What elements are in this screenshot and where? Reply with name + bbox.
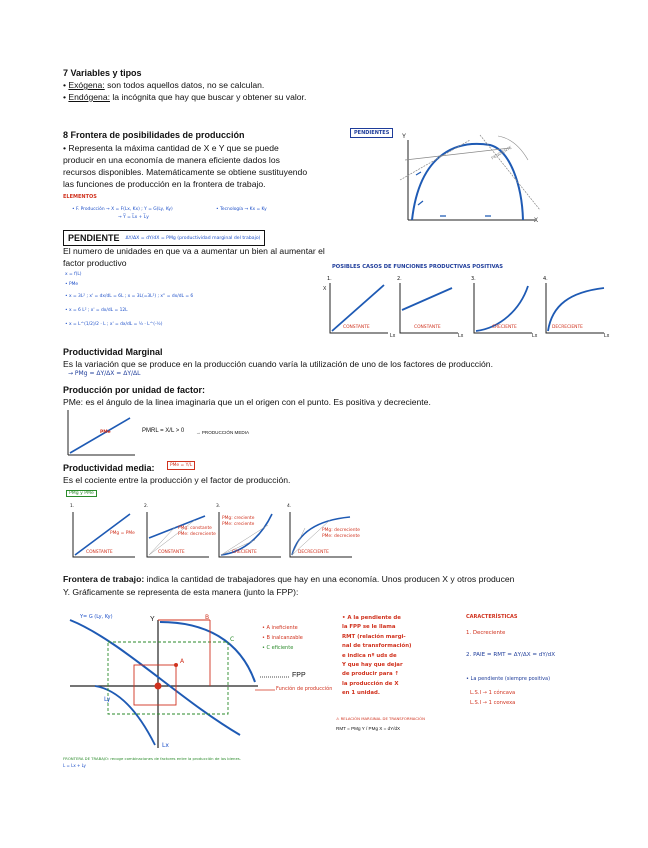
ft-point-b: B [205, 614, 210, 621]
ft-title: Frontera de trabajo: [63, 574, 145, 584]
pmedia-case-4-note-1: PMg: decreciente [322, 528, 360, 533]
car-5: L.S.I → 1 convexa [470, 700, 516, 706]
pmedia-case-4-num: 4. [287, 504, 292, 509]
pendiente-formula: ΔY/ΔX = dY/dX = PMg (productividad marginal del trabajo) [125, 235, 261, 241]
pmg-desc: Es la variación que se produce en la producción cuando varía la utilización de uno de los factores de producción. [63, 359, 493, 369]
pendiente-desc-2: factor productivo [63, 258, 127, 268]
pend-note-4: • x = L^(1/2)/2 · L ; x' = dx/dL = ½ · L^(-½) [65, 322, 163, 327]
ft-line-1: Frontera de trabajo: indica la cantidad de trabajadores que hay en una economía. Unos producen X y otros producen [63, 574, 515, 584]
pmedia-case-4-note-2: PMe: decreciente [322, 534, 360, 539]
pmedia-case-4-label: DECRECIENTE [298, 550, 329, 555]
ft-func-label: Y= G (Ly, Ky) [80, 614, 113, 620]
s8-line-3: recursos disponibles. Matemáticamente se obtiene sustituyendo [63, 167, 308, 177]
tech-note: • Tecnología → Kx = Ky [216, 207, 267, 212]
endogena-bullet: • Endógena: la incógnita que hay que buscar y obtener su valor. [63, 92, 307, 102]
pend-note-2: • x = 3L² ; x' = dx/dL = 6L ; x = 3L(=3L²) ; x'' = dx/dL = 6 [65, 294, 194, 299]
ft-ly-label: Ly [104, 696, 111, 703]
fpp-graph-note: PENDIENTE [490, 144, 513, 161]
pmedia-tag: PMe = Y/L [167, 461, 195, 470]
case-2-axis-x: Lx [458, 333, 464, 339]
pmedia-case-2-note-1: PMg: constante [178, 526, 212, 531]
fpp-x-axis: X [534, 218, 539, 224]
fp-note-2: → Y̅ = L̅x + L̅y [118, 215, 149, 220]
case-4-num: 4. [543, 276, 548, 282]
case-3-axis-x: Lx [532, 333, 538, 339]
rmt-formula: RMT = PMg Y / PMg X = dY/dX [336, 726, 401, 731]
pmg-pme-label: PMg y PMe [66, 490, 97, 497]
case-4-axis-x: Lx [604, 333, 610, 339]
case-3-num: 3. [471, 276, 476, 282]
pmedia-case-3-label: CRECIENTE [232, 550, 257, 555]
pme-title: Producción por unidad de factor: [63, 385, 206, 395]
ft-bottom-note-2: L = Lx + Ly [63, 763, 86, 768]
pend-note-0: x = f(L) [65, 272, 82, 277]
s8-line-4: las funciones de producción en la frontera de trabajo. [63, 179, 266, 189]
car-title: CARACTERÍSTICAS [466, 614, 518, 620]
ft-point-a: A [180, 658, 185, 665]
case-3-label: CRECIENTE [492, 325, 517, 330]
rmt-warning: ⚠ RELACIÓN MARGINAL DE TRANSFORMACIÓN [336, 716, 425, 721]
ft-bottom-note: FRONTERA DE TRABAJO: recoge combinaciones de factores entre la producción de los bienes. [63, 756, 241, 761]
ft-point-c: C [230, 636, 235, 643]
ft-fpp-label: FPP [292, 672, 306, 679]
s8-line-2: producir en una economía de manera eficiente dados los [63, 155, 280, 165]
pme-formula: PMRL = X/L > 0 [142, 428, 185, 434]
fp-note: • F. Producción → X = F(Lx, Kx) ; Y = G(Ly, Ky) [72, 207, 173, 212]
pend-note-1: • PMe [65, 282, 79, 287]
elementos-label: ELEMENTOS [63, 194, 97, 200]
ft-lx-label: Lx [162, 742, 169, 749]
pend-note-3: • x = 6 L² ; x' = dx/dL = 12L [65, 308, 128, 313]
section-7-title: 7 Variables y tipos [63, 68, 142, 78]
case-1-axis-y: X [323, 286, 327, 292]
pmedia-case-1-label: CONSTANTE [86, 550, 113, 555]
exogena-bullet: • Exógena: son todos aquellos datos, no se calculan. [63, 80, 265, 90]
car-2: 2. PAIE = RMT = ΔY/ΔX = dY/dX [466, 652, 556, 658]
case-1-label: CONSTANTE [343, 325, 370, 330]
pmg-title: Productividad Marginal [63, 347, 163, 357]
pendiente-desc-1: El numero de unidades en que va a aumentar un bien al aumentar el [63, 246, 325, 256]
pmedia-case-2-note-2: PMe: decreciente [178, 532, 216, 537]
case-1-num: 1. [327, 276, 332, 282]
car-1: 1. Decreciente [466, 630, 506, 636]
case-1-axis-x: Lx [390, 333, 396, 339]
car-4: L.S.I → 1 cóncava [470, 690, 516, 696]
case-4-label: DECRECIENTE [552, 325, 583, 330]
pmedia-case-3-note-1: PMg: creciente [222, 516, 255, 521]
case-2-num: 2. [397, 276, 402, 282]
car-3: • La pendiente (siempre positiva) [466, 676, 551, 682]
ft-frontier-label: Función de producción [276, 686, 333, 692]
ft-y-axis: Y [150, 616, 155, 623]
section-8-title: 8 Frontera de posibilidades de producción [63, 130, 245, 140]
pmedia-case-2-label: CONSTANTE [158, 550, 185, 555]
pme-tag: PMe [100, 430, 111, 435]
pmg-formula: → PMg = ΔY/ΔX = ΔY/ΔL [68, 370, 141, 377]
ft-line-2: Y. Gráficamente se representa de esta manera (junto la FPP): [63, 587, 299, 597]
ft-legend-b: • B inalcanzable [262, 635, 303, 641]
ft-mid-notes: • A la pendiente de la FPP se le llama RMT (relación margi- nal de transformación) e indica nº uds de Y que hay que dejar de producir para ↑ la producción de X en 1 unidad. [342, 615, 412, 697]
cases-title: POSIBLES CASOS DE FUNCIONES PRODUCTIVAS POSITIVAS [332, 264, 504, 270]
pendiente-label: PENDIENTE [68, 233, 120, 243]
fpp-y-axis: Y [402, 134, 407, 140]
pmedia-title: Productividad media: [63, 463, 155, 473]
pendientes-label: PENDIENTES [350, 128, 393, 138]
ft-legend-a: • A ineficiente [262, 625, 298, 631]
pme-arrow-note: → PRODUCCIÓN MEDIA [196, 430, 250, 435]
pme-desc: PMe: es el ángulo de la linea imaginaria que un el origen con el punto. Es positiva y decreciente. [63, 397, 431, 407]
pmedia-case-1-note: PMg = PMe [110, 531, 135, 536]
pmedia-case-2-num: 2. [144, 504, 149, 509]
pmedia-case-3-note-2: PMe: creciente [222, 522, 255, 527]
pmedia-case-1-num: 1. [70, 504, 75, 509]
pmedia-case-3-num: 3. [216, 504, 221, 509]
s8-line-1: • Representa la máxima cantidad de X e Y que se puede [63, 143, 279, 153]
pmedia-desc: Es el cociente entre la producción y el factor de producción. [63, 475, 291, 485]
case-2-label: CONSTANTE [414, 325, 441, 330]
ft-legend-c: • C eficiente [262, 645, 294, 651]
